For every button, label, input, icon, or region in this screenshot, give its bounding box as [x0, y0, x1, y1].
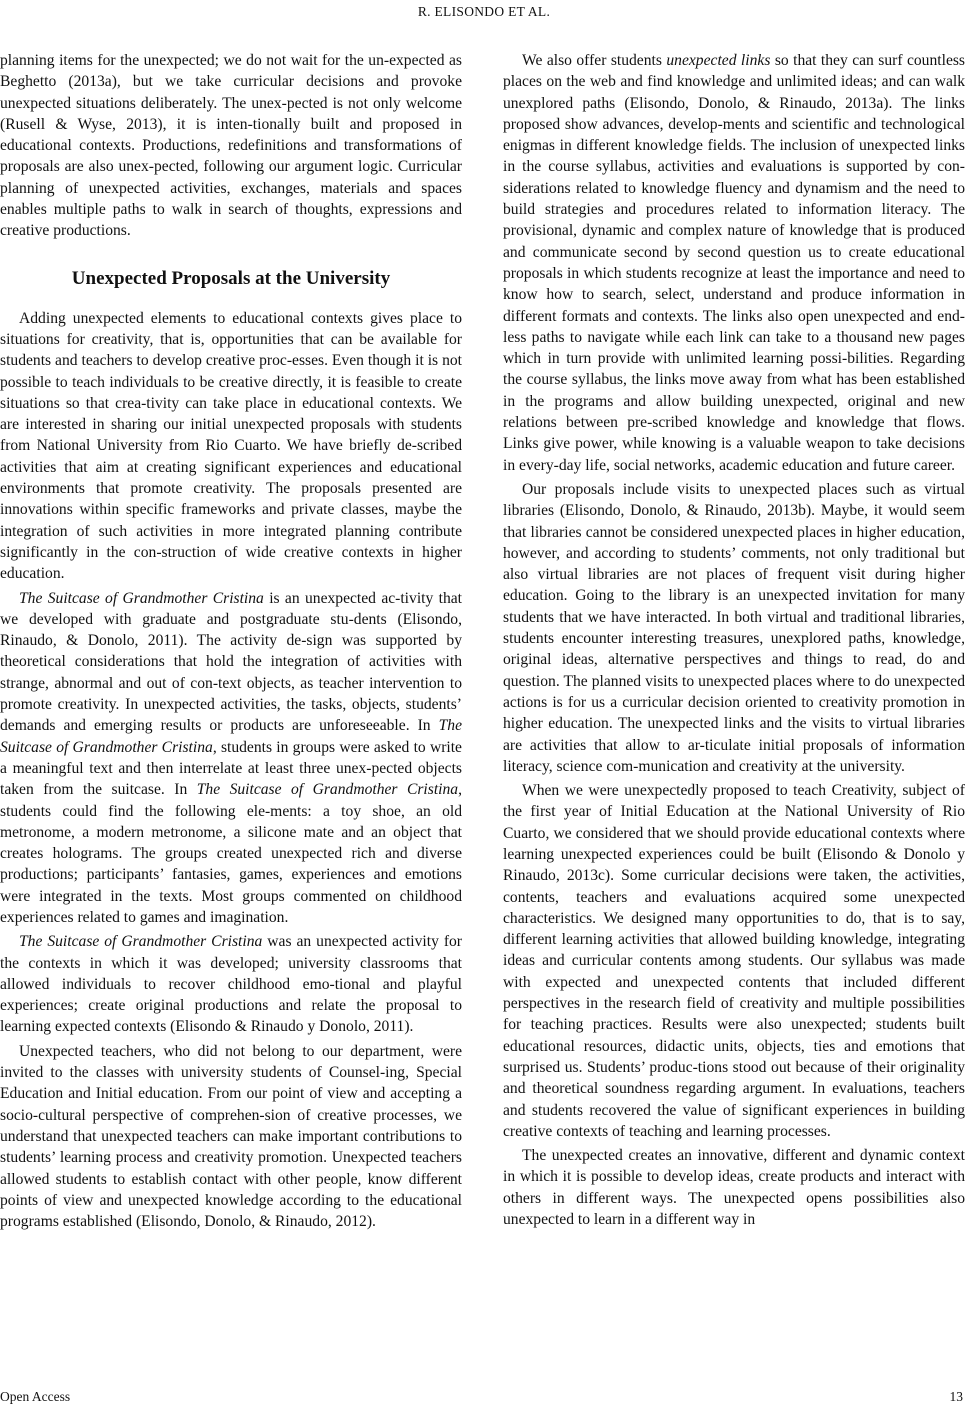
paragraph: We also offer students unexpected links so that they can surf countless places on the web and find knowledge and unlimited ideas; and can walk unexplored paths (Elisondo, Donolo, & Rinaudo, 2013a). The links proposed show advances, develop-ments and scientific and technological enigmas in different knowledge fields. The inclusion of unexpected links in the course syllabus, activities and evaluations is supported by con-siderations related to knowledge fluency and dynamism and the need to build strategies and procedures related to information literacy. The provisional, dynamic and complex nature of knowledge that is produced and communicate second by second question us to create educational proposals in which students recognize at least the importance and need to know how to search, select, understand and produce information in different formats and contexts. The links also open unexpected and end-less paths to navigate while each link can take to a thousand new pages which in turn provide with unlimited learning possi-bilities. Regarding the course syllabus, the links move away from what has been established in the programs and allow building unexpected, original and new relations between pre-scribed knowledge and knowledge that flows. Links give power, while knowing is a valuable weapon to take decisions in every-day life, social networks, academic education and future career.	[503, 52, 965, 474]
left-column	[0, 50, 462, 1232]
paragraph: Adding unexpected elements to educational contexts gives place to situations for creativity, that is, opportunities that can be available for students and teachers to develop creative proc-esses. Even though it is not possible to teach individuals to be creative directly, it is feasible to create situations so that crea-tivity can take place in educational contexts. We are interested in sharing our initial unexpected proposals with students from National University from Rio Cuarto. We have briefly de-scribed activities that aim at creating significant experiences and educational environments that promote creativity. The proposals presented are innovations within specific frameworks and private classes, maybe the integration of such activities in more integrated planning contribute significantly in the con-struction of wide creative contexts in higher education.	[0, 309, 462, 583]
paragraph: Unexpected teachers, who did not belong to our department, were invited to the classes with university students of Counsel-ing, Special Education and Initial education. From our point of view and accepting a socio-cultural perspective of comprehen-sion of creative processes, we understand that unexpected teachers can make important contributions to students’ learning process and creativity promotion. Unexpected teachers allowed students to establish contact with other people, know different points of view and unexpected knowledge according to the educational programs established (Elisondo, Donolo, & Rinaudo, 2012).	[0, 1042, 462, 1231]
italic-title: The Suitcase of Grandmother Cristina	[19, 589, 264, 607]
footer-journal-label: Open Access	[0, 1389, 71, 1404]
italic-title: The Suitcase of Grandmother Cristina	[196, 781, 459, 799]
paragraph: The unexpected creates an innovative, different and dynamic context in which it is possible to develop ideas, create products and interact with others in different ways. The unexpected opens possibilities also unexpected to learn in a different way in	[503, 1147, 965, 1229]
right-column	[503, 50, 965, 1230]
paragraph: The Suitcase of Grandmother Cristina was an unexpected activity for the contexts in which it was developed; university classrooms that allowed individuals to recover childhood emo-tional and playful experiences; create original productions and relate the proposal to learning expected contexts (Elisondo & Rinaudo y Donolo, 2011).	[0, 933, 463, 1036]
page-number: 13	[949, 1389, 963, 1404]
italic-title: The Suitcase of Grandmother Cristina	[0, 717, 462, 756]
section-heading: Unexpected Proposals at the University	[71, 267, 391, 289]
paragraph-continued: planning items for the unexpected; we do not wait for the un-expected as Beghetto (2013a), but we take curricular decisions and provoke unexpected situations deliberately. The unex-pected is not only welcome (Rusell & Wyse, 2013), it is inten-tionally built and proposed in educational contexts. Productions, redefinitions and transformations of proposals are also unex-pected, following our argument logic. Curricular planning of unexpected activities, exchanges, materials and spaces enables multiple paths to walk in search of thoughts, expressions and creative productions.	[0, 52, 462, 240]
italic-term: unexpected links	[666, 52, 771, 69]
paragraph: Our proposals include visits to unexpected places such as virtual libraries (Elisondo, Donolo, & Rinaudo, 2013b). Maybe, it would seem that libraries cannot be considered unexpected places in higher education, however, and according to students’ comments, not only traditional but also virtual libraries are not places of frequent visit during higher education. Going to the library is an unexpected invitation for many students that we have interacted. In both virtual and traditional libraries, students encounter interesting treasures, unexplored paths, knowledge, original ideas, alternative perspectives and things to read, do and question. The planned visits to unexpected places where to do unexpected actions is for us a curricular decision oriented to creativity promotion in higher education. The unexpected links and the visits to virtual libraries are activities that allow to ar-ticulate initial proposals of information literacy, science com-munication and creativity at the university.	[503, 480, 965, 775]
italic-title: The Suitcase of Grandmother Cristina	[19, 933, 263, 951]
paragraph: When we were unexpectedly proposed to teach Creativity, subject of the first year of Initial Education at the National University of Rio Cuarto, we considered that we should provide educational contexts where learning unexpected experiences could be built (Elisondo & Donolo y Rinaudo, 2013c). Some curricular decisions were taken, the activities, contents, teachers and evaluations acquired some unexpected characteristics. We designed many opportunities to do, that is to say, different learning activities that allowed building knowledge, integrating ideas and curricular contents among students. Our syllabus was made with expected and unexpected contents that included different perspectives in the research field of creativity and multiple possibilities for teaching practices. Results were also unexpected; students built educational resources, didactic units, objects, ties and emotions that surprised us. Students’ produc-tions stood out because of their originality and theoretical soundness regarding argument. In evaluations, teachers and students recovered the value of significant experiences in building creative contexts of teaching and learning processes.	[503, 782, 965, 1140]
paragraph: The Suitcase of Grandmother Cristina is an unexpected ac-tivity that we developed with graduate and postgraduate stu-dents (Elisondo, Rinaudo, & Donolo, 2011). The activity de-sign was supported by theoretical considerations that hold the integration of activities with strange, abnormal and out of con-text objects, as teacher intervention to promote creativity. In unexpected activities, the tasks, objects, students’ demands and emerging results or products are unforeseeable. In The Suitcase of Grandmother Cristina, students in groups were asked to write a meaningful text and then interrelate at least three unex-pected objects taken from the suitcase. In The Suitcase of Grandmother Cristina, students could find the following ele-ments: a toy shoe, an old metronome, a modern metronome, a silicone mate and an object that creates holograms. The groups created unexpected rich and diverse productions; participants’ fantasies, games, experiences and emotions were integrated in the texts. Most groups commented on childhood experiences related to games and imagination.	[0, 589, 463, 926]
running-head: R. ELISONDO ET AL.	[417, 4, 551, 19]
